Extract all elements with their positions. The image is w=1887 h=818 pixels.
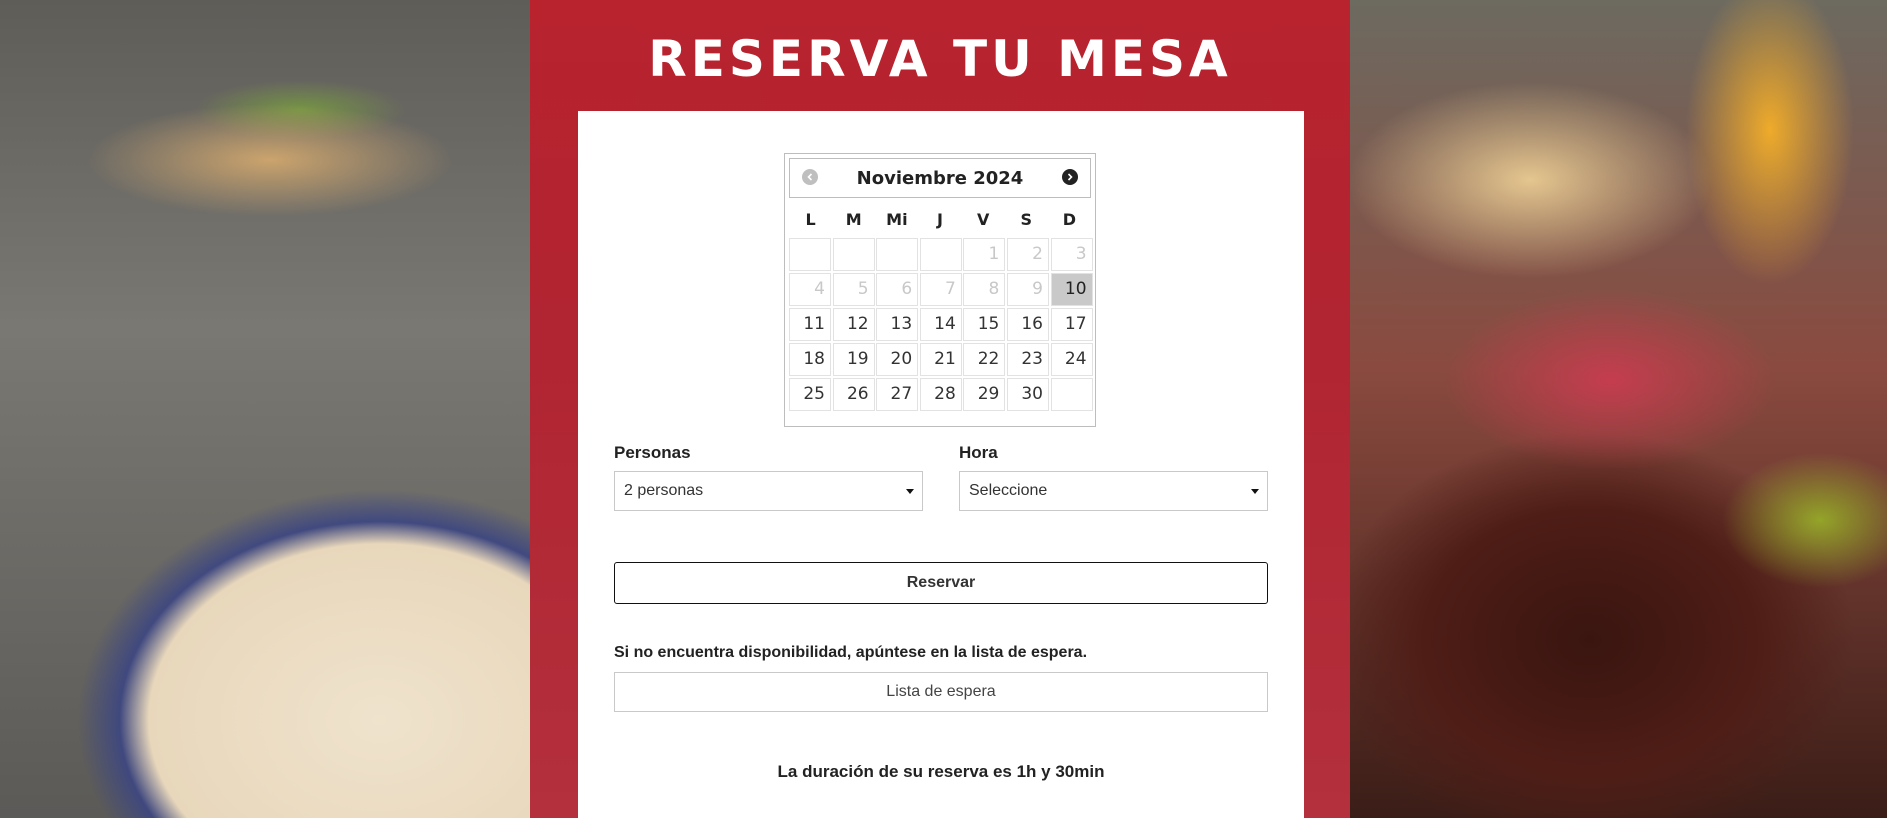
calendar-day[interactable]: 21 (920, 343, 962, 376)
calendar-day[interactable]: 11 (789, 308, 831, 341)
calendar-empty-cell (833, 238, 875, 271)
calendar-day[interactable]: 17 (1051, 308, 1093, 341)
waitlist-button[interactable]: Lista de espera (614, 672, 1268, 712)
calendar-day: 1 (963, 238, 1005, 271)
calendar-day[interactable]: 22 (963, 343, 1005, 376)
reservation-column (530, 0, 1350, 818)
calendar-day[interactable]: 10 (1051, 273, 1093, 306)
calendar-day[interactable]: 26 (833, 378, 875, 411)
calendar-empty-cell (789, 238, 831, 271)
time-label: Hora (959, 443, 998, 462)
calendar-day: 4 (789, 273, 831, 306)
calendar-day: 5 (833, 273, 875, 306)
caret-down-icon (906, 489, 914, 494)
calendar-day[interactable]: 18 (789, 343, 831, 376)
people-label: Personas (614, 443, 691, 462)
page-title: RESERVA TU MESA (648, 30, 1232, 88)
calendar-day[interactable]: 15 (963, 308, 1005, 341)
calendar-day[interactable]: 25 (789, 378, 831, 411)
time-select[interactable] (959, 471, 1268, 511)
calendar-day: 9 (1007, 273, 1049, 306)
waitlist-note: Si no encuentra disponibilidad, apúntese en la lista de espera. (614, 644, 1088, 661)
calendar-day: 8 (963, 273, 1005, 306)
calendar-empty-cell (1051, 378, 1093, 411)
background-photo-right (1350, 0, 1887, 818)
weekday-label: V (976, 210, 990, 229)
calendar-empty-cell (920, 238, 962, 271)
calendar-day-grid (789, 238, 1091, 411)
time-select-value: Seleccione (969, 482, 1048, 499)
calendar-day[interactable]: 30 (1007, 378, 1049, 411)
chevron-right-icon[interactable] (1062, 169, 1078, 185)
calendar-day: 3 (1051, 238, 1093, 271)
weekday-label: S (1020, 210, 1033, 229)
background-photo-left (0, 0, 530, 818)
calendar-day[interactable]: 24 (1051, 343, 1093, 376)
calendar-day[interactable]: 20 (876, 343, 918, 376)
calendar-day[interactable]: 14 (920, 308, 962, 341)
calendar-weekdays (789, 208, 1091, 232)
calendar-header (789, 158, 1091, 198)
reservation-panel (578, 111, 1304, 818)
weekday-label: M (845, 210, 862, 229)
calendar-day[interactable]: 29 (963, 378, 1005, 411)
calendar-day: 2 (1007, 238, 1049, 271)
chevron-left-icon[interactable] (802, 169, 818, 185)
calendar-day[interactable]: 13 (876, 308, 918, 341)
date-picker-calendar (784, 153, 1096, 427)
calendar-month-label: Noviembre 2024 (856, 167, 1024, 189)
weekday-label: Mi (886, 210, 908, 229)
calendar-day[interactable]: 27 (876, 378, 918, 411)
calendar-day: 6 (876, 273, 918, 306)
calendar-empty-cell (876, 238, 918, 271)
caret-down-icon (1251, 489, 1259, 494)
calendar-day[interactable]: 12 (833, 308, 875, 341)
calendar-day: 7 (920, 273, 962, 306)
calendar-day[interactable]: 23 (1007, 343, 1049, 376)
duration-note: La duración de su reserva es 1h y 30min (777, 762, 1105, 781)
calendar-day[interactable]: 16 (1007, 308, 1049, 341)
calendar-day[interactable]: 28 (920, 378, 962, 411)
people-select[interactable] (614, 471, 923, 511)
weekday-label: D (1062, 210, 1077, 229)
weekday-label: J (937, 210, 943, 229)
reserve-button[interactable]: Reservar (614, 562, 1268, 604)
calendar-day[interactable]: 19 (833, 343, 875, 376)
people-select-value: 2 personas (624, 482, 704, 499)
weekday-label: L (805, 210, 816, 229)
